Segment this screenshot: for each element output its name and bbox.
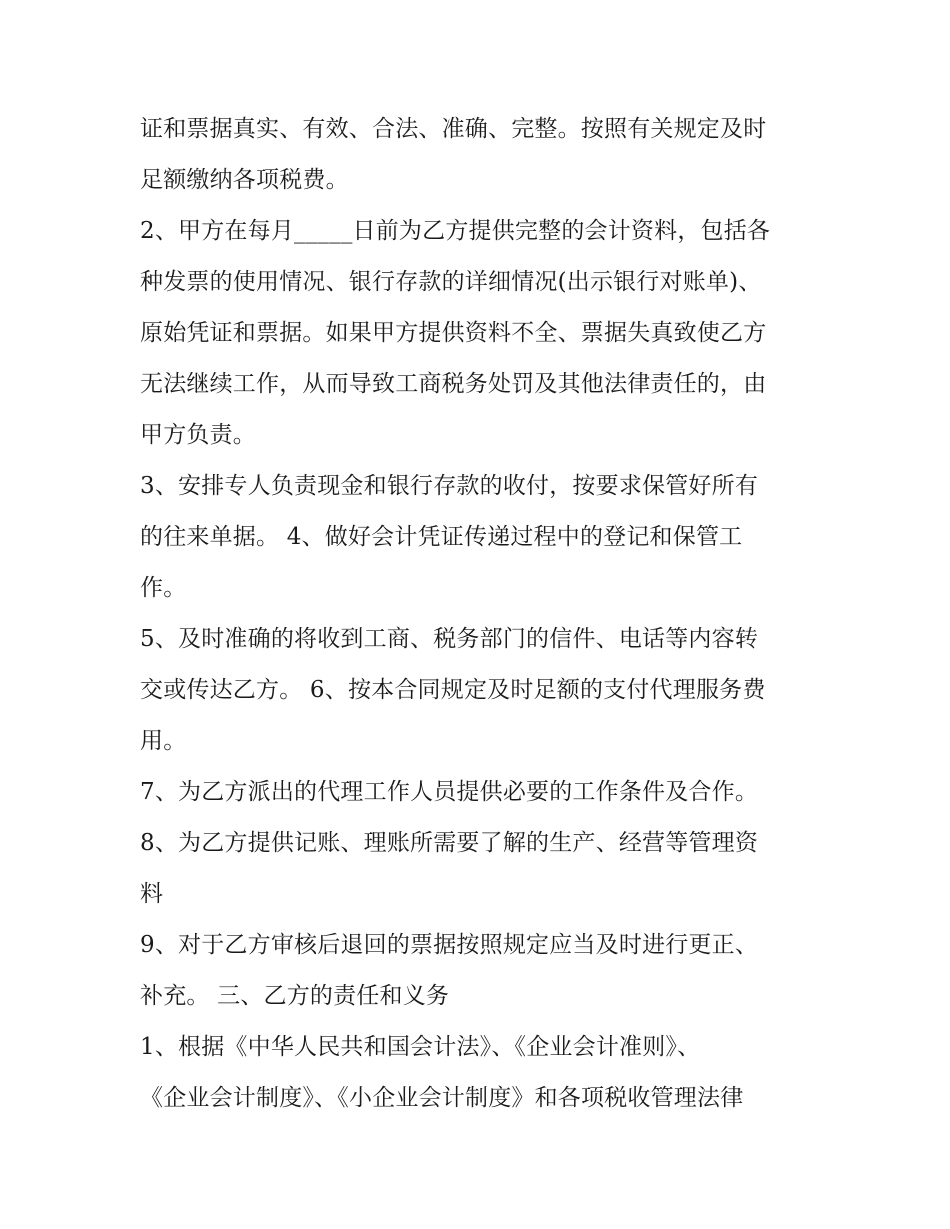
text-line: 作。 — [140, 575, 187, 601]
text-line: 3、安排专人负责现金和银行存款的收付，按要求保管好所有 — [140, 473, 759, 499]
text-line: 补充。 三、乙方的责任和义务 — [140, 983, 450, 1009]
text-line: 2、甲方在每月_____日前为乙方提供完整的会计资料，包括各 — [140, 218, 771, 244]
text-line: 9、对于乙方审核后退回的票据按照规定应当及时进行更正、 — [140, 932, 759, 958]
text-line: 7、为乙方派出的代理工作人员提供必要的工作条件及合作。 — [140, 779, 759, 805]
text-line: 8、为乙方提供记账、理账所需要了解的生产、经营等管理资 — [140, 830, 759, 856]
text-line: 的往来单据。 4、做好会计凭证传递过程中的登记和保管工 — [140, 524, 743, 550]
text-line: 交或传达乙方。 6、按本合同规定及时足额的支付代理服务费 — [140, 677, 766, 703]
text-line: 证和票据真实、有效、合法、准确、完整。按照有关规定及时 — [140, 116, 767, 142]
text-line: 《企业会计制度》、《小企业会计制度》和各项税收管理法律 — [140, 1085, 744, 1111]
text-line: 无法继续工作，从而导致工商税务处罚及其他法律责任的，由 — [140, 371, 767, 397]
document-body — [140, 104, 820, 1124]
text-line: 甲方负责。 — [140, 422, 256, 448]
text-line: 足额缴纳各项税费。 — [140, 167, 349, 193]
text-line: 1、根据《中华人民共和国会计法》、《企业会计准则》、 — [140, 1034, 701, 1060]
text-line: 种发票的使用情况、银行存款的详细情况(出示银行对账单)、 — [140, 269, 762, 295]
text-line: 用。 — [140, 728, 187, 754]
text-line: 原始凭证和票据。如果甲方提供资料不全、票据失真致使乙方 — [140, 320, 767, 346]
text-line: 料 — [140, 881, 164, 907]
text-line: 5、及时准确的将收到工商、税务部门的信件、电话等内容转 — [140, 626, 759, 652]
